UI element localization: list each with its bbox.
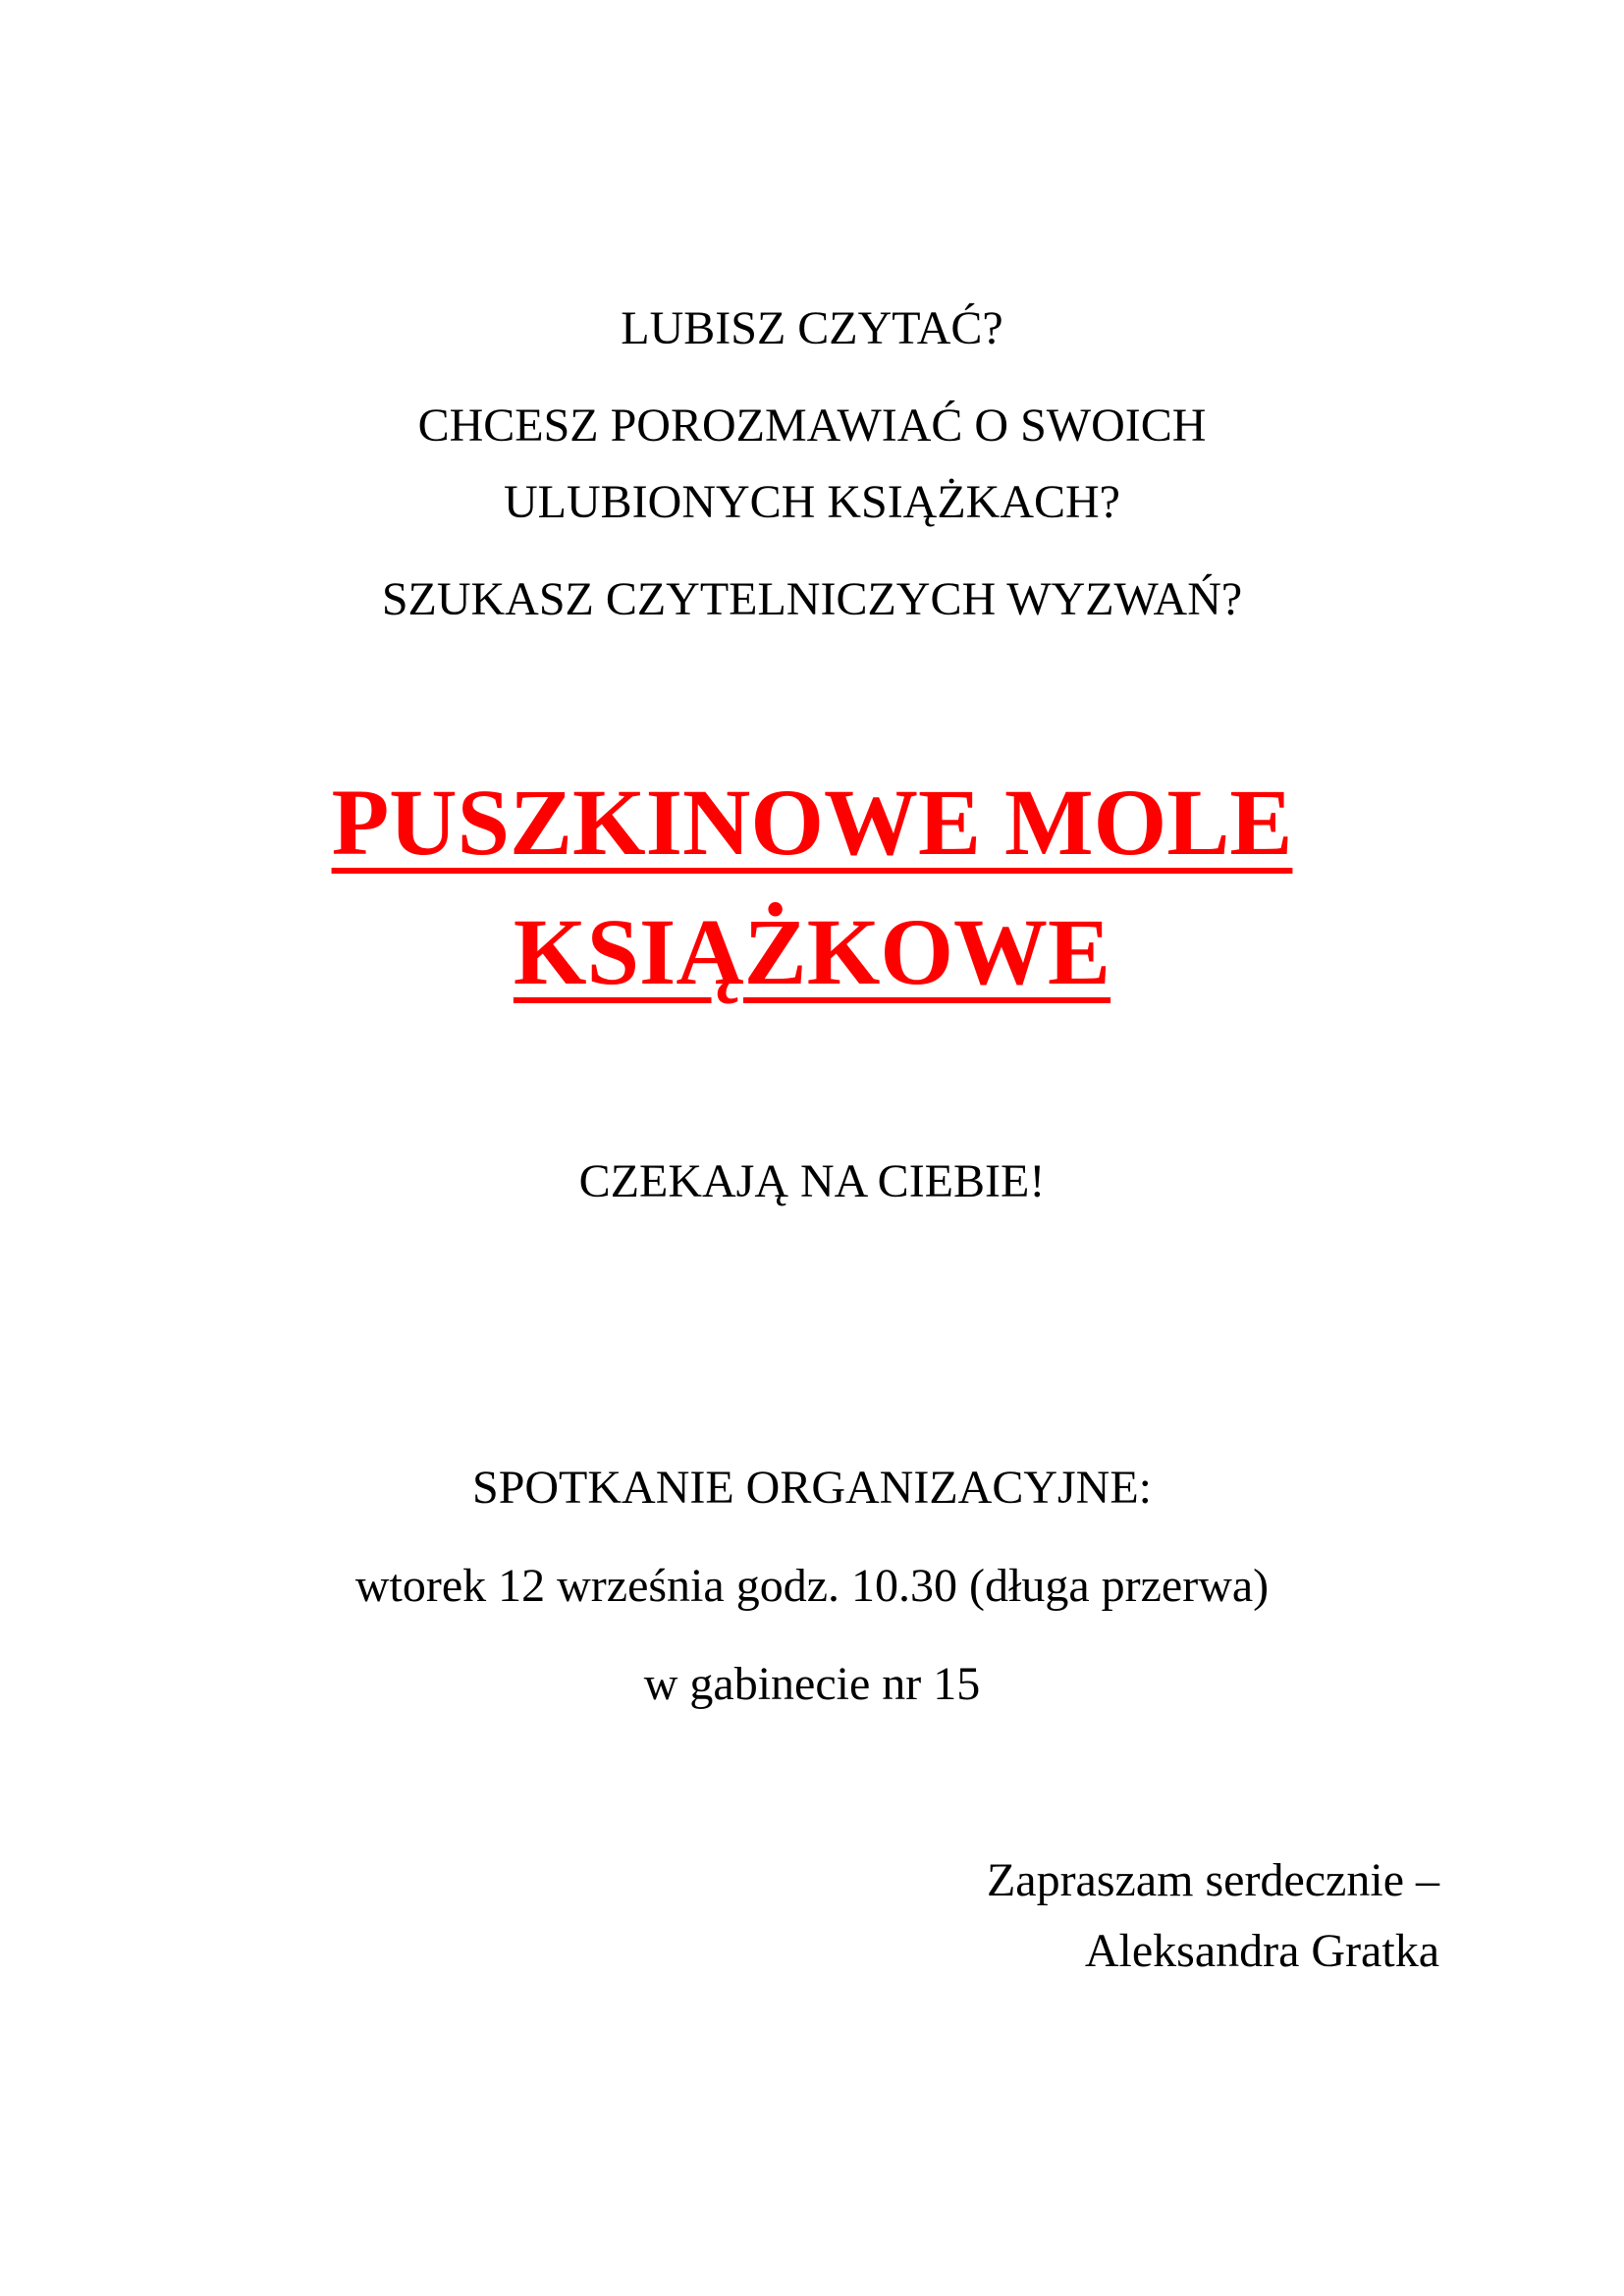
question-reading-challenges: SZUKASZ CZYTELNICZYCH WYZWAŃ? xyxy=(381,573,1243,625)
meeting-heading: SPOTKANIE ORGANIZACYJNE: xyxy=(472,1462,1152,1514)
question-talk-books-line1: CHCESZ POROZMAWIAĆ O SWOICH xyxy=(417,400,1207,452)
club-title-line2: KSIĄŻKOWE xyxy=(513,899,1111,1004)
signature-name: Aleksandra Gratka xyxy=(1084,1925,1439,1977)
meeting-date: wtorek 12 września godz. 10.30 (długa przerwa) xyxy=(354,1560,1270,1612)
question-like-reading: LUBISZ CZYTAĆ? xyxy=(621,302,1003,354)
club-title-line1: PUSZKINOWE MOLE xyxy=(331,770,1293,875)
question-talk-books-line2: ULUBIONYCH KSIĄŻKACH? xyxy=(504,476,1120,528)
tagline: CZEKAJĄ NA CIEBIE! xyxy=(578,1155,1046,1207)
signature-invitation: Zapraszam serdecznie – xyxy=(986,1854,1439,1906)
meeting-room: w gabinecie nr 15 xyxy=(643,1658,981,1710)
